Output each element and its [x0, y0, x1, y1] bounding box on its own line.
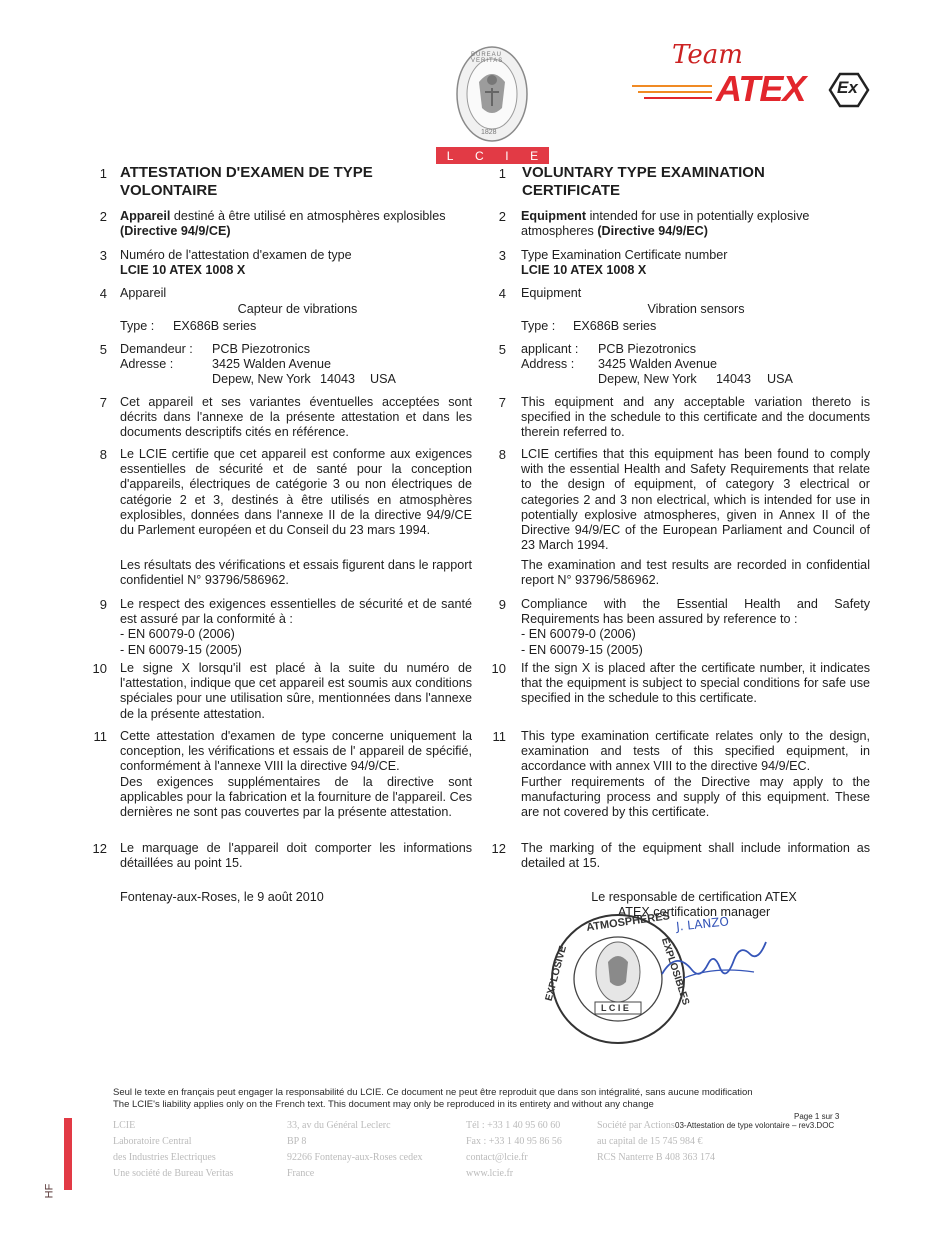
- fr-type-label: Type :: [120, 319, 155, 333]
- en-equipment-bold: Equipment: [521, 209, 587, 223]
- en-section-11-text: This type examination certificate relates only to the design, examination and tests of this specified equipment, in accordance with annex VIII to the directive 94/9/EC.: [521, 729, 870, 774]
- en-address-city: Depew, New York: [598, 372, 697, 387]
- fr-standard-2: - EN 60079-15 (2005): [120, 642, 242, 657]
- stamp-text-right: EXPLOSIBLES: [658, 936, 692, 1007]
- fr-section-11: [120, 729, 472, 820]
- lcie-letter-c: C: [475, 148, 484, 163]
- footer-legal-1: Société par Actions: [597, 1120, 675, 1131]
- fr-section-4-number: 4: [99, 286, 107, 301]
- en-section-8-results: The examination and test results are recorded in confidential report N° 93796/586962.: [521, 558, 870, 588]
- en-section-9-text: Compliance with the Essential Health and Safety Requirements has been assured by reference to :: [521, 597, 870, 627]
- disclaimer-fr: Seul le texte en français peut engager la responsabilité du LCIE. Ce document ne peut être reproduit que dans son intégralité, sans aucune modification: [113, 1087, 753, 1098]
- disclaimer-en: The LCIE's liability applies only on the French text. This document may only be reproduced in its entirety and without any change: [113, 1099, 654, 1110]
- footer-address-4: France: [287, 1168, 315, 1179]
- en-section-7-text: This equipment and any acceptable variation thereto is specified in the schedule to this certificate and the documents therein referred to.: [521, 395, 870, 440]
- en-directive: (Directive 94/9/EC): [597, 224, 708, 239]
- en-type-value: EX686B series: [573, 319, 657, 333]
- fr-section-2-number: 2: [99, 209, 107, 224]
- fr-document-title: ATTESTATION D'EXAMEN DE TYPE VOLONTAIRE: [120, 164, 373, 199]
- en-standard-1: - EN 60079-0 (2006): [521, 627, 636, 642]
- atex-word: ATEX: [716, 68, 806, 109]
- footer-company-1: LCIE: [113, 1120, 136, 1131]
- bureau-veritas-seal: [455, 44, 529, 144]
- fr-equipment-label: Appareil: [120, 286, 167, 300]
- fr-applicant-label: Demandeur :: [120, 342, 193, 356]
- en-section-10-text: If the sign X is placed after the certificate number, it indicates that the equipment is subject to special conditions for safe use specified in the schedule to this certificate.: [521, 661, 870, 706]
- fr-section-9: [120, 597, 472, 658]
- en-section-5-number: 5: [498, 342, 506, 357]
- footer-legal-3: RCS Nanterre B 408 363 174: [597, 1152, 716, 1163]
- en-section-3-number: 3: [498, 248, 506, 263]
- fr-section-7-number: 7: [99, 395, 107, 410]
- handwritten-name: J. LANZO: [675, 914, 730, 934]
- fr-device-name: Capteur de vibrations: [237, 302, 358, 316]
- stamp-inner-lcie: L C I E: [601, 1003, 629, 1013]
- en-section-9-number: 9: [498, 597, 506, 612]
- en-equipment-label: Equipment: [521, 286, 582, 300]
- fr-section-12-text: Le marquage de l'appareil doit comporter les informations détaillées au point 15.: [120, 841, 472, 871]
- en-type-label: Type :: [521, 319, 556, 333]
- stamp-text-top: ATMOSPHERES: [585, 910, 671, 934]
- ex-symbol: Ex: [837, 78, 858, 97]
- lcie-letter-e: E: [530, 148, 539, 163]
- margin-initials: HF: [43, 1183, 56, 1199]
- fr-section-5-number: 5: [99, 342, 107, 357]
- fr-section-11-text: Cette attestation d'examen de type concerne uniquement la conception, les vérifications et essais de l' appareil de spécifié, conformément à l'annexe VIII la directive 94/9/CE.: [120, 729, 472, 774]
- footer-company-2: Laboratoire Central: [113, 1136, 192, 1147]
- fr-section-10-number: 10: [92, 661, 107, 676]
- fr-standard-1: - EN 60079-0 (2006): [120, 627, 235, 642]
- place-and-date: Fontenay-aux-Roses, le 9 août 2010: [120, 890, 324, 904]
- en-section-11: [521, 729, 870, 820]
- lcie-letter-i: I: [505, 148, 509, 163]
- en-section-10-number: 10: [491, 661, 506, 676]
- en-section-11-text2: Further requirements of the Directive may apply to the manufacturing process and supply of this equipment. These are not covered by this certificate.: [521, 774, 870, 820]
- fr-address-line1: 3425 Walden Avenue: [212, 357, 332, 372]
- fr-section-8-text: Le LCIE certifie que cet appareil est conforme aux exigences essentielles de sécurité et de santé pour la conception d'appareils, électriques de catégorie 3 ou non électriques de catégorie 2 et 3, destinés à être utilisés en atmosphères explosibles, données dans l'annexe II de la directive 94/9/CE du Parlement européen et du Conseil du 23 mars 1994.: [120, 447, 472, 538]
- fr-section-12-number: 12: [92, 841, 107, 856]
- en-standard-2: - EN 60079-15 (2005): [521, 642, 643, 657]
- en-section-12-text: The marking of the equipment shall include information as detailed at 15.: [521, 841, 870, 871]
- footer-company-4: Une société de Bureau Veritas: [113, 1168, 234, 1179]
- fr-applicant-value: PCB Piezotronics: [212, 342, 310, 356]
- fr-equipment-bold: Appareil: [120, 209, 171, 223]
- en-cert-number-label: Type Examination Certificate number: [521, 248, 728, 262]
- fr-type-value: EX686B series: [173, 319, 257, 333]
- en-applicant-block: [521, 342, 871, 388]
- en-section-11-number: 11: [492, 729, 506, 744]
- footer-contact-3: contact@lcie.fr: [466, 1152, 528, 1163]
- team-script: Team: [672, 40, 743, 70]
- footer-company-3: des Industries Electriques: [113, 1152, 216, 1163]
- en-section-4-number: 4: [498, 286, 506, 301]
- fr-directive: (Directive 94/9/CE): [120, 224, 231, 239]
- fr-section-2: [120, 209, 470, 239]
- en-address-country: USA: [767, 372, 793, 387]
- en-section-7-number: 7: [498, 395, 506, 410]
- en-section-12-number: 12: [491, 841, 506, 856]
- lcie-letter-l: L: [446, 148, 454, 163]
- en-address-zip: 14043: [716, 372, 752, 387]
- en-applicant-label: applicant :: [521, 342, 579, 356]
- fr-section-9-text: Le respect des exigences essentielles de sécurité et de santé est assuré par la conformité à :: [120, 597, 472, 627]
- fr-cert-number: LCIE 10 ATEX 1008 X: [120, 263, 246, 278]
- fr-cert-number-label: Numéro de l'attestation d'examen de type: [120, 248, 352, 262]
- en-address-label: Address :: [521, 357, 575, 372]
- fr-address-zip: 14043: [320, 372, 356, 387]
- en-section-2: [521, 209, 831, 239]
- en-section-8-number: 8: [498, 447, 506, 462]
- footer-contact-2: Fax : +33 1 40 95 86 56: [466, 1136, 562, 1147]
- en-section-8-text: LCIE certifies that this equipment has been found to comply with the essential Health and Safety Requirements that relate to the design of equipment, of category 3 electrical or categories 2 and 3 non electrical, which is intended for use in potentially explosive atmospheres, given in Annex II of the Directive 94/9/EC of the European Parliament and Council of 23 March 1994.: [521, 447, 870, 553]
- team-atex-logo: [632, 40, 872, 112]
- fr-section-9-number: 9: [99, 597, 107, 612]
- en-document-title: VOLUNTARY TYPE EXAMINATION CERTIFICATE: [522, 164, 765, 199]
- fr-section-11-number: 11: [93, 729, 107, 744]
- fr-applicant-block: [120, 342, 470, 388]
- en-section-9: [521, 597, 870, 658]
- fr-section-1-number: 1: [99, 166, 107, 181]
- fr-address-country: USA: [370, 372, 396, 387]
- fr-section-3: [120, 248, 470, 278]
- fr-section-8-results: Les résultats des vérifications et essais figurent dans le rapport confidentiel N° 93796/586962.: [120, 558, 472, 588]
- stamp-text-left: EXPLOSIVE: [543, 944, 569, 1003]
- seal-year: 1828: [481, 129, 497, 136]
- footer-contact-1: Tél : +33 1 40 95 60 60: [466, 1120, 561, 1131]
- page-number: Page 1 sur 3: [794, 1112, 840, 1121]
- en-cert-number: LCIE 10 ATEX 1008 X: [521, 263, 647, 278]
- footer-address-1: 33, av du Général Leclerc: [287, 1120, 391, 1131]
- certification-manager-en: ATEX certification manager: [617, 905, 771, 919]
- footer-contact-4: www.lcie.fr: [466, 1168, 514, 1179]
- en-type-row: [521, 319, 656, 334]
- fr-section-10-text: Le signe X lorsqu'il est placé à la suite du numéro de l'attestation, indique que cet appareil est soumis aux conditions spéciales pour une utilisation sûre, mentionnées dans l'annexe de la présente attestation.: [120, 661, 472, 721]
- en-equipment-text: intended for use in potentially explosive atmospheres: [521, 209, 810, 239]
- fr-equipment-text: destiné à être utilisé en atmosphères explosibles: [170, 209, 446, 223]
- handwritten-signature: [654, 930, 774, 990]
- en-applicant-value: PCB Piezotronics: [598, 342, 696, 356]
- footer-red-bar: [64, 1118, 72, 1190]
- seal-ring-text: BUREAU VERITAS: [471, 52, 504, 64]
- lcie-banner: [436, 147, 549, 164]
- fr-section-7-text: Cet appareil et ses variantes éventuelles acceptées sont décrits dans l'annexe de la présente attestation et dans les documents descriptifs cités en référence.: [120, 395, 472, 440]
- fr-section-11-text2: Des exigences supplémentaires de la directive sont applicables pour la fabrication et la fourniture de l'appareil. Ces dernières ne sont pas couvertes par la présente attestation.: [120, 774, 472, 820]
- document-reference: 03-Attestation de type volontaire – rev3.DOC: [675, 1121, 835, 1130]
- footer-address-3: 92266 Fontenay-aux-Roses cedex: [287, 1152, 423, 1163]
- en-section-2-number: 2: [498, 209, 506, 224]
- en-section-1-number: 1: [498, 166, 506, 181]
- en-address-line1: 3425 Walden Avenue: [598, 357, 718, 372]
- footer-legal-2: au capital de 15 745 984 €: [597, 1136, 703, 1147]
- fr-address-label: Adresse :: [120, 357, 174, 372]
- fr-section-8-number: 8: [99, 447, 107, 462]
- footer-address-2: BP 8: [287, 1136, 307, 1147]
- fr-type-row: [120, 319, 256, 334]
- en-device-name: Vibration sensors: [647, 302, 745, 316]
- fr-address-city: Depew, New York: [212, 372, 311, 387]
- certification-manager-fr: Le responsable de certification ATEX: [591, 890, 797, 904]
- en-section-3: [521, 248, 871, 278]
- fr-section-3-number: 3: [99, 248, 107, 263]
